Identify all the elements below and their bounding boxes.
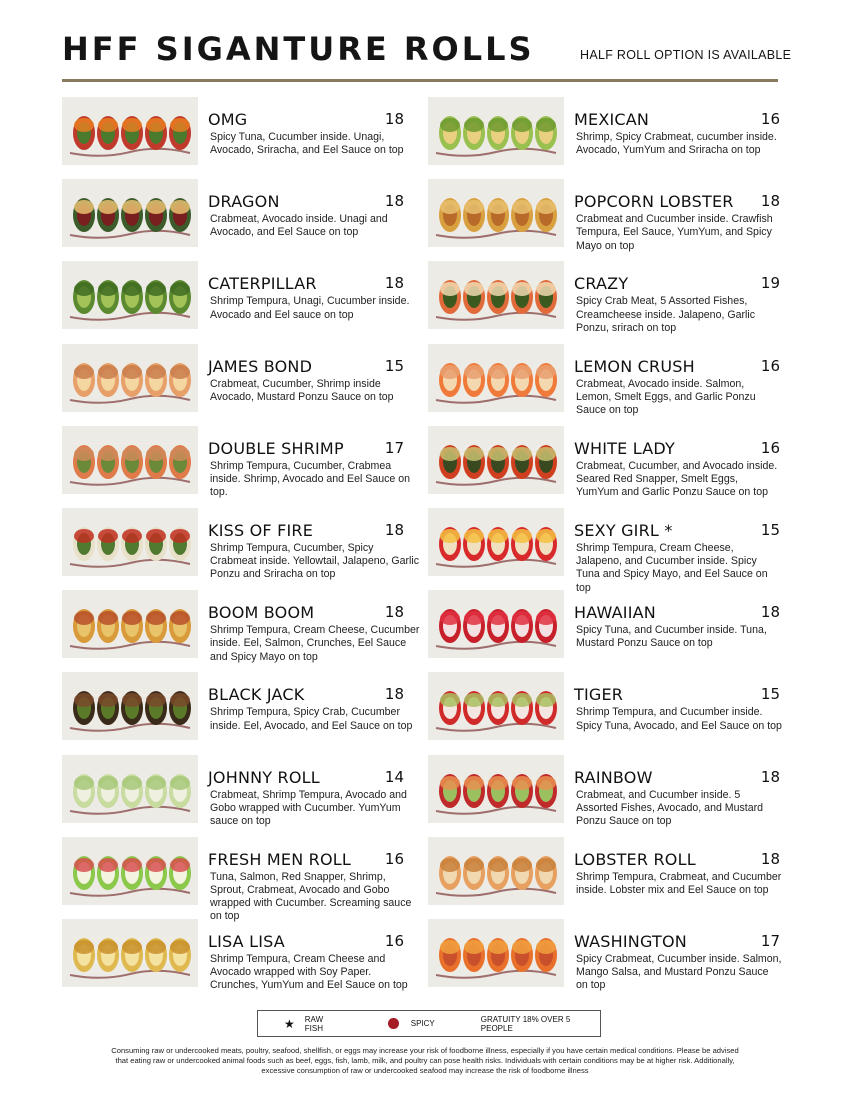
roll-price: 16 [760, 356, 780, 375]
menu-item [62, 343, 418, 425]
roll-name: MEXICAN [574, 110, 650, 129]
roll-description: Crabmeat, Cucumber, Shrimp inside Avocado, Mustard Ponzu Sauce on top [210, 377, 394, 403]
menu-item [428, 96, 780, 178]
spicy-dot-icon [388, 1018, 399, 1029]
menu-item [428, 754, 780, 836]
roll-description: Spicy Tuna, Cucumber inside. Unagi, Avocado, Sriracha, and Eel Sauce on top [210, 131, 404, 157]
roll-name: HAWAIIAN [574, 603, 656, 623]
roll-description: Shrimp Tempura, Cream Cheese, Cucumber inside. Eel, Salmon, Crunches, Eel Sauce and Spicy Mayo on top [210, 624, 420, 663]
roll-description: Crabmeat, Cucumber, and Avocado inside. Seared Red Snapper, Smelt Eggs, YumYum and Garlic Ponzu Sauce on top [576, 459, 778, 499]
roll-photo [62, 344, 198, 412]
roll-price: 16 [384, 931, 404, 950]
roll-photo [62, 672, 198, 740]
roll-photo [428, 919, 564, 987]
half-roll-note: HALF ROLL OPTION IS AVAILABLE [580, 48, 792, 62]
roll-description: Shrimp Tempura, Spicy Crab, Cucumber inside. Eel, Avocado, and Eel Sauce on top [210, 706, 413, 732]
roll-photo [62, 919, 198, 987]
roll-photo [428, 590, 564, 658]
roll-price: 17 [760, 931, 780, 950]
menu-item [62, 260, 418, 342]
roll-photo [62, 426, 198, 494]
roll-description: Shrimp Tempura, Cucumber, Crabmea inside. Shrimp, Avocado and Eel Sauce on top. [210, 459, 411, 499]
menu-title: HFF SIGANTURE ROLLS [62, 30, 535, 68]
roll-name: DRAGON [208, 192, 280, 212]
roll-description: Crabmeat, Avocado inside. Salmon, Lemon, Smelt Eggs, and Garlic Ponzu Sauce on top [576, 377, 756, 416]
roll-description: Shrimp Tempura, Cucumber, Spicy Crabmeat inside. Yellowtail, Jalapeno, Garlic Ponzu and Sriracha on top [210, 541, 420, 581]
roll-name: BLACK JACK [208, 685, 305, 705]
roll-description: Crabmeat, Shrimp Tempura, Avocado and Gobo wrapped with Cucumber. YumYum sauce on top [210, 788, 407, 827]
right-column [428, 96, 780, 1000]
menu-item [428, 178, 780, 260]
roll-description: Shrimp Tempura, Cream Cheese, Jalapeno, and Cucumber inside. Spicy Tuna and Spicy Mayo, and Eel Sauce on top [576, 541, 768, 594]
roll-name: LOBSTER ROLL [574, 849, 696, 869]
roll-price: 19 [760, 274, 780, 293]
roll-description: Spicy Crabmeat, Cucumber inside. Salmon, Mango Salsa, and Mustard Ponzu Sauce on top [576, 952, 782, 992]
menu-item [62, 754, 418, 836]
roll-price: 18 [384, 685, 404, 704]
roll-photo [62, 755, 198, 823]
roll-photo [428, 344, 564, 412]
roll-photo [428, 755, 564, 823]
roll-photo [62, 97, 198, 165]
roll-name: CRAZY [574, 274, 629, 294]
roll-price: 15 [384, 356, 404, 375]
roll-name: JAMES BOND [208, 356, 313, 376]
roll-name: FRESH MEN ROLL [208, 849, 352, 869]
roll-description: Shrimp Tempura, and Cucumber inside. Spicy Tuna, Avocado, and Eel Sauce on top [576, 706, 782, 732]
roll-photo [428, 179, 564, 247]
roll-price: 18 [760, 192, 780, 211]
menu-item [62, 507, 418, 589]
menu-item [62, 425, 418, 507]
roll-photo [428, 426, 564, 494]
left-column [62, 96, 418, 1000]
menu-item [62, 836, 418, 923]
roll-photo [428, 508, 564, 576]
menu-item [62, 589, 418, 671]
menu-item [428, 836, 780, 918]
roll-name: WHITE LADY [574, 438, 675, 458]
roll-name: CATERPILLAR [208, 274, 317, 294]
roll-price: 15 [760, 520, 780, 539]
roll-photo [62, 179, 198, 247]
roll-price: 18 [384, 520, 404, 539]
roll-photo [62, 261, 198, 329]
menu-item [428, 343, 780, 425]
menu-item [62, 178, 418, 260]
health-disclaimer: Consuming raw or undercooked meats, poultry, seafood, shellfish, or eggs may increase your risk of foodborne illness, especially if you have certain medical conditions. Please be advised that eating raw or undercooked animal foods such as beef, eggs, fish, lamb, milk, and poultry can pose health risks. Individuals with certain conditions may be at higher risk. Additionally, excessive consumption of raw or undercooked seafood may increase the risk of foodborne illness [111, 1046, 739, 1076]
roll-name: RAINBOW [574, 767, 653, 787]
roll-price: 18 [384, 603, 404, 622]
roll-price: 17 [384, 438, 404, 457]
roll-description: Crabmeat and Cucumber inside. Crawfish Tempura, Eel Sauce, YumYum, and Spicy Mayo on top [576, 213, 773, 252]
roll-photo [428, 837, 564, 905]
roll-price: 18 [760, 849, 780, 868]
roll-price: 18 [760, 767, 780, 786]
roll-description: Shrimp Tempura, Unagi, Cucumber inside. Avocado and Eel sauce on top [210, 295, 410, 321]
roll-photo [428, 672, 564, 740]
menu-item [428, 425, 780, 507]
roll-description: Crabmeat, Avocado inside. Unagi and Avocado, and Eel Sauce on top [210, 213, 388, 239]
roll-name: BOOM BOOM [208, 603, 315, 623]
gratuity-note: GRATUITY 18% OVER 5 PEOPLE [480, 1014, 571, 1033]
raw-fish-label: RAW FISH [304, 1014, 324, 1033]
menu-item [62, 671, 418, 753]
roll-price: 16 [760, 438, 780, 457]
roll-photo [428, 97, 564, 165]
roll-name: TIGER [574, 685, 624, 705]
menu-item [428, 507, 780, 594]
roll-name: SEXY GIRL * [574, 520, 673, 540]
roll-price: 18 [760, 603, 780, 622]
menu-item [428, 260, 780, 342]
roll-price: 18 [384, 110, 404, 128]
roll-price: 18 [384, 274, 404, 293]
roll-description: Spicy Tuna, and Cucumber inside. Tuna, Mustard Ponzu Sauce on top [576, 624, 767, 650]
legend-box [257, 1010, 601, 1037]
roll-name: DOUBLE SHRIMP [208, 438, 344, 458]
roll-description: Shrimp, Spicy Crabmeat, cucumber inside. Avocado, YumYum and Sriracha on top [576, 131, 777, 157]
roll-name: POPCORN LOBSTER [574, 192, 734, 212]
menu-item [62, 96, 418, 178]
menu-item [428, 589, 780, 671]
roll-price: 15 [760, 685, 780, 704]
roll-description: Crabmeat, and Cucumber inside. 5 Assorted Fishes, Avocado, and Mustard Ponzu Sauce on top [576, 788, 764, 827]
roll-price: 18 [384, 192, 404, 211]
roll-price: 16 [384, 849, 404, 868]
menu-item [428, 918, 780, 1000]
roll-photo [62, 508, 198, 576]
roll-name: JOHNNY ROLL [208, 767, 320, 787]
roll-price: 14 [384, 767, 404, 786]
roll-price: 16 [760, 110, 780, 128]
roll-name: KISS OF FIRE [208, 520, 314, 540]
roll-name: OMG [208, 110, 248, 129]
roll-description: Shrimp Tempura, Crabmeat, and Cucumber inside. Lobster mix and Eel Sauce on top [576, 870, 782, 896]
roll-description: Spicy Crab Meat, 5 Assorted Fishes, Creamcheese inside. Jalapeno, Garlic Ponzu, srirach on top [576, 295, 756, 334]
roll-photo [428, 261, 564, 329]
roll-name: WASHINGTON [574, 931, 687, 951]
header-divider [62, 79, 778, 82]
menu-item [428, 671, 780, 753]
roll-photo [62, 590, 198, 658]
spicy-label: SPICY [410, 1019, 435, 1028]
roll-photo [62, 837, 198, 905]
menu-item [62, 918, 418, 1000]
roll-description: Tuna, Salmon, Red Snapper, Shrimp, Sprout, Crabmeat, Avocado and Gobo wrapped with Cucumber. Screaming sauce on top [210, 870, 412, 923]
roll-name: LISA LISA [208, 931, 285, 951]
raw-fish-star-icon: ★ [284, 1016, 295, 1031]
roll-description: Shrimp Tempura, Cream Cheese and Avocado wrapped with Soy Paper. Crunches, YumYum and Eel Sauce on top [210, 952, 408, 992]
roll-name: LEMON CRUSH [574, 356, 695, 376]
